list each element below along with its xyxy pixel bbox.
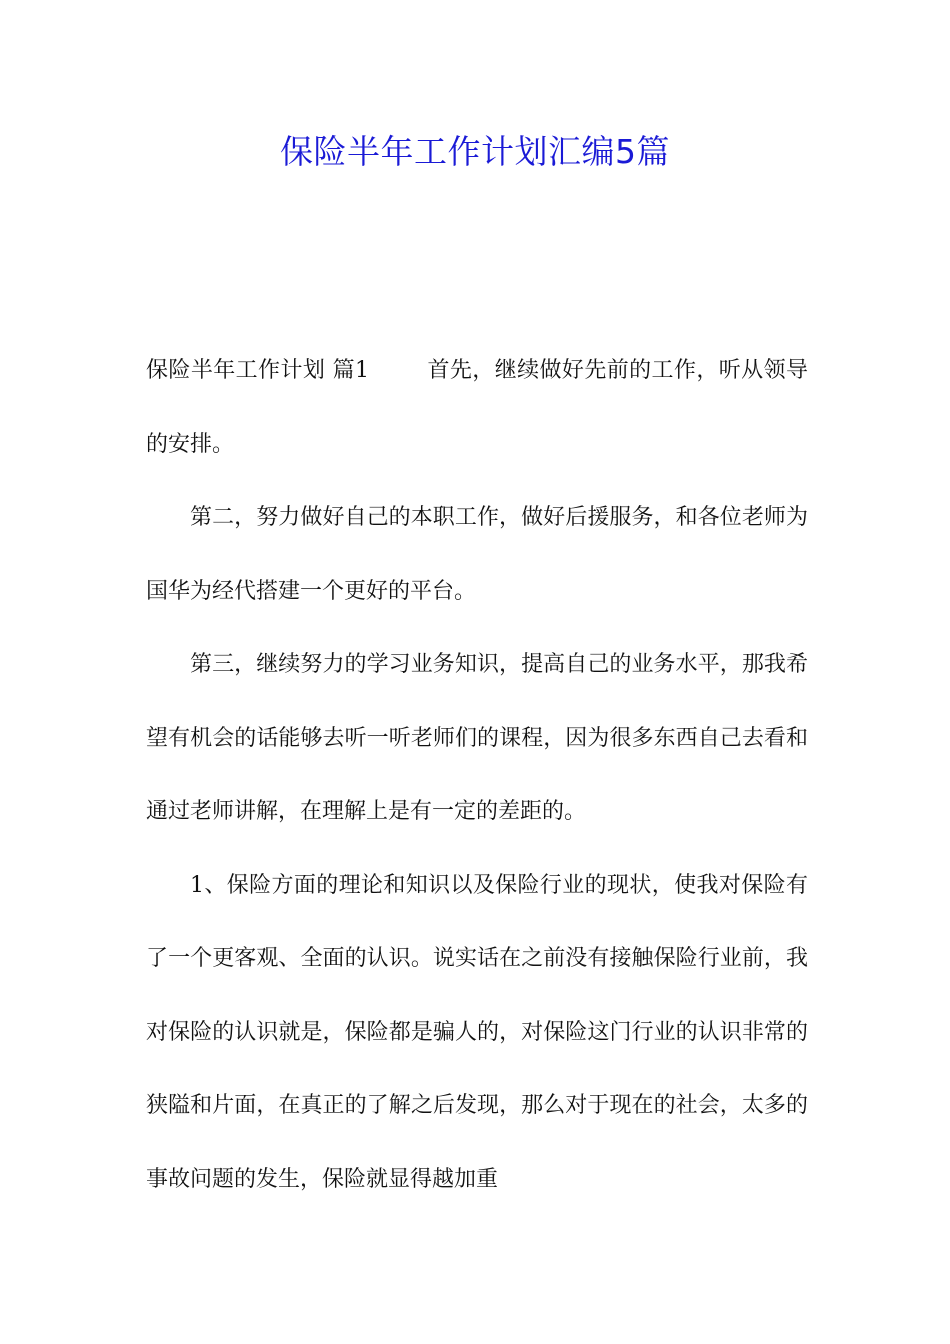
paragraph-1-text: 首先，继续做好先前的工作，听从领导的安排。 [146, 358, 808, 457]
first-paragraph [146, 334, 808, 481]
paragraph-3: 第三，继续努力的学习业务知识，提高自己的业务水平，那我希望有机会的话能够去听一听老师们的课程，因为很多东西自己去看和通过老师讲解，在理解上是有一定的差距的。 [146, 652, 808, 824]
section-heading: 保险半年工作计划 篇1 [146, 358, 370, 383]
paragraph-4: 1、保险方面的理论和知识以及保险行业的现状，使我对保险有了一个更客观、全面的认识。说实话在之前没有接触保险行业前，我对保险的认识就是，保险都是骗人的，对保险这门行业的认识非常的狭隘和片面，在真正的了解之后发现，那么对于现在的社会，太多的事故问题的发生，保险就显得越加重 [146, 872, 808, 1192]
paragraph-2: 第二，努力做好自己的本职工作，做好后援服务，和各位老师为国华为经代搭建一个更好的平台。 [146, 505, 808, 604]
document-title: 保险半年工作计划汇编5篇 [280, 132, 670, 171]
document-body [146, 334, 808, 1216]
